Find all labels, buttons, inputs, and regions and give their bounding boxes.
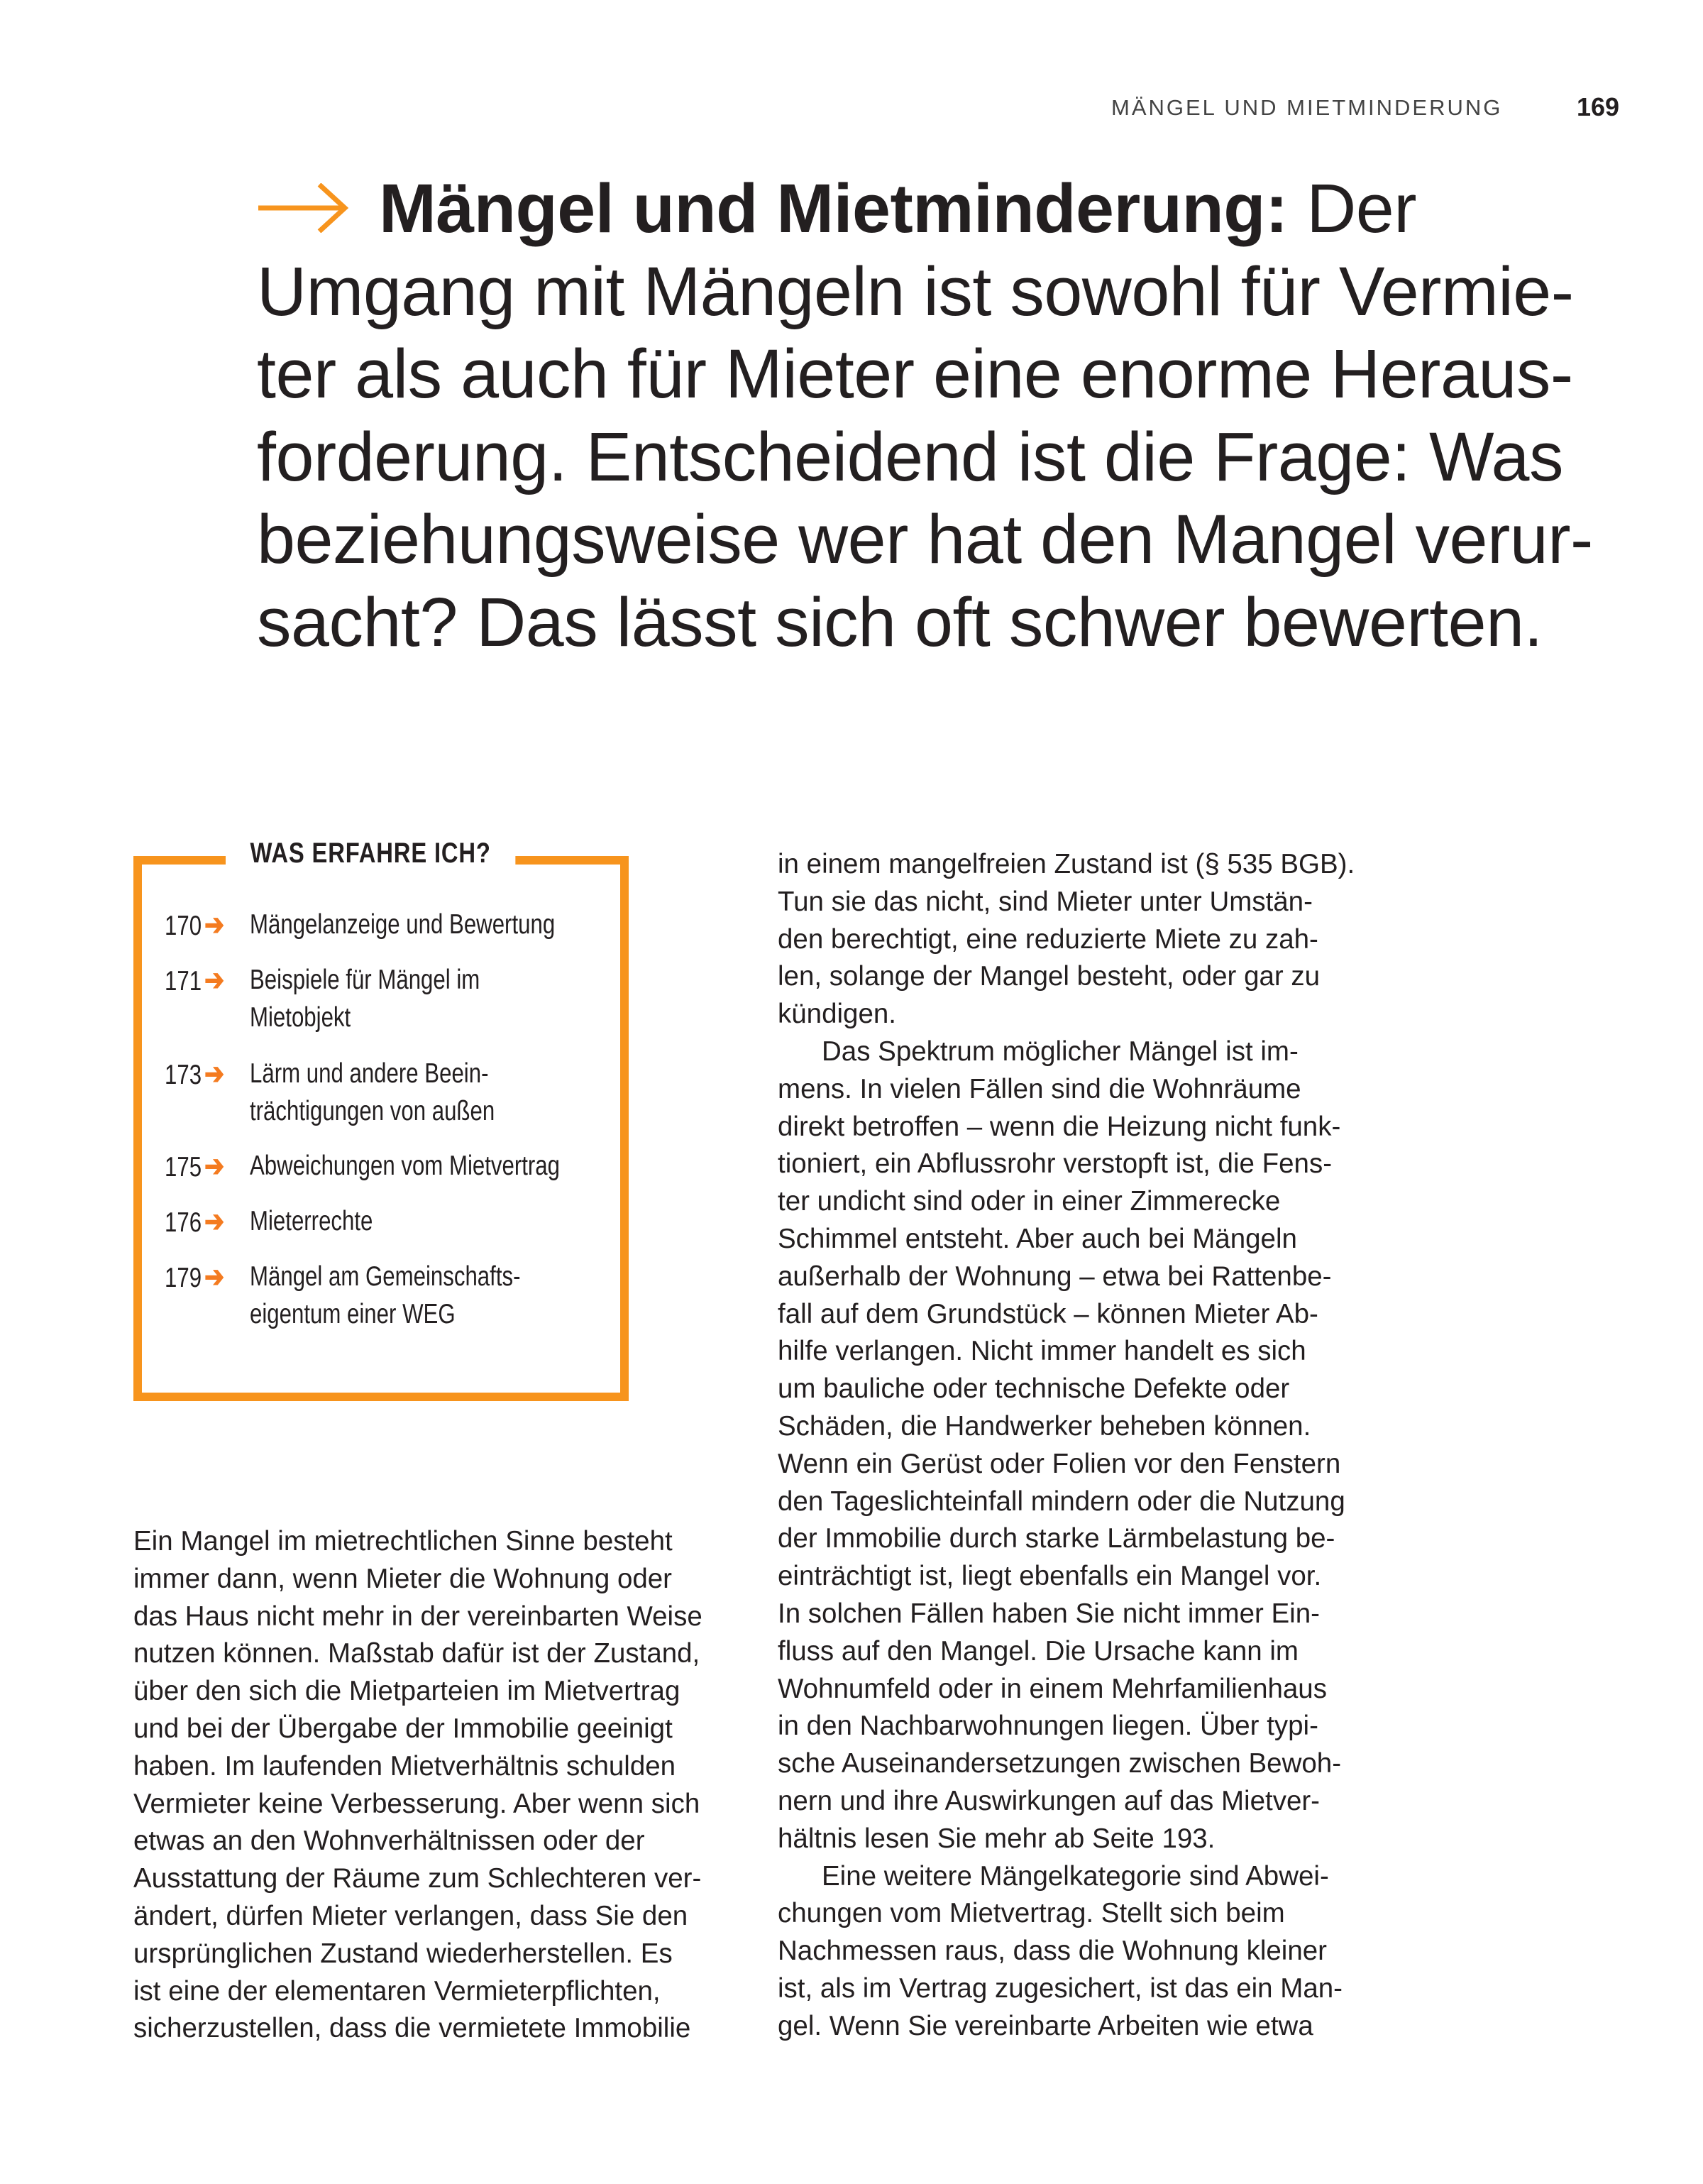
- contents-item-text: Beispiele für Mängel im: [250, 965, 480, 995]
- contents-item: [165, 1258, 562, 1329]
- text-line: nutzen können. Maßstab dafür ist der Zustand,: [133, 1638, 700, 1669]
- arrow-right-icon: ➔: [204, 1205, 225, 1238]
- text-line: ist eine der elementaren Vermieterpflichten,: [133, 1975, 661, 2007]
- text-line: In solchen Fällen haben Sie nicht immer Ein-: [778, 1598, 1320, 1629]
- arrow-right-icon: ➔: [204, 1149, 225, 1182]
- text-line: Wenn ein Gerüst oder Folien vor den Fenstern: [778, 1448, 1341, 1479]
- text-line: Wohnumfeld oder in einem Mehrfamilienhaus: [778, 1673, 1327, 1704]
- text-line: fall auf dem Grundstück – können Mieter Ab-: [778, 1298, 1318, 1329]
- contents-item-text: eigentum einer WEG: [250, 1299, 456, 1329]
- text-line: einträchtigt ist, liegt ebenfalls ein Mangel vor.: [778, 1561, 1322, 1592]
- text-line: hältnis lesen Sie mehr ab Seite 193.: [778, 1823, 1216, 1854]
- arrow-right-icon: ➔: [204, 1057, 225, 1090]
- arrow-right-icon: ➔: [204, 908, 225, 941]
- text-line: der Immobilie durch starke Lärmbelastung be-: [778, 1523, 1335, 1554]
- contents-page-number: 171: [165, 966, 202, 997]
- page-number: 169: [1577, 92, 1620, 121]
- contents-item: [165, 1055, 562, 1126]
- text-line: Schäden, die Handwerker beheben können.: [778, 1410, 1311, 1442]
- text-line: Eine weitere Mängelkategorie sind Abwei-: [822, 1860, 1329, 1892]
- text-line: Ausstattung der Räume zum Schlechteren ver-: [133, 1863, 702, 1894]
- text-line: chungen vom Mietvertrag. Stellt sich beim: [778, 1898, 1285, 1929]
- intro-line: forderung. Entscheidend ist die Frage: Was: [257, 417, 1563, 495]
- intro-line: ter als auch für Mieter eine enorme Heraus-: [257, 335, 1573, 412]
- intro-line: sacht? Das lässt sich oft schwer bewerten.: [257, 583, 1543, 661]
- running-header: MÄNGEL UND MIETMINDERUNG: [1111, 95, 1503, 120]
- text-line: immer dann, wenn Mieter die Wohnung oder: [133, 1563, 673, 1594]
- text-line: Nachmessen raus, dass die Wohnung kleiner: [778, 1936, 1327, 1967]
- contents-item-text: Mieterrechte: [250, 1206, 373, 1236]
- text-line: hilfe verlangen. Nicht immer handelt es sich: [778, 1336, 1306, 1367]
- intro-line: beziehungsweise wer hat den Mangel verur-: [257, 500, 1593, 578]
- contents-page-number: 170: [165, 911, 202, 941]
- contents-box-title: WAS ERFAHRE ICH?: [226, 838, 515, 869]
- body-column-left: [133, 1523, 702, 2048]
- text-line: etwas an den Wohnverhältnissen oder der: [133, 1826, 645, 1857]
- contents-page-number: 176: [165, 1207, 202, 1238]
- text-line: gel. Wenn Sie vereinbarte Arbeiten wie etwa: [778, 2010, 1313, 2041]
- text-line: und bei der Übergabe der Immobilie geeinigt: [133, 1713, 673, 1744]
- text-line: mens. In vielen Fällen sind die Wohnräume: [778, 1073, 1301, 1104]
- contents-page-number: 179: [165, 1263, 202, 1293]
- body-column-right: [778, 846, 1355, 2046]
- arrow-right-icon: ➔: [204, 963, 225, 997]
- text-line: ändert, dürfen Mieter verlangen, dass Sie den: [133, 1900, 688, 1931]
- text-line: nern und ihre Auswirkungen auf das Mietver-: [778, 1785, 1321, 1816]
- text-line: außerhalb der Wohnung – etwa bei Rattenbe-: [778, 1261, 1332, 1292]
- text-line: Vermieter keine Verbesserung. Aber wenn sich: [133, 1788, 700, 1819]
- arrow-right-icon: [257, 183, 349, 233]
- text-line: haben. Im laufenden Mietverhältnis schulden: [133, 1750, 676, 1782]
- text-line: in den Nachbarwohnungen liegen. Über typi-: [778, 1711, 1318, 1742]
- text-line: über den sich die Mietparteien im Mietvertrag: [133, 1676, 680, 1707]
- text-line: tioniert, ein Abflussrohr verstopft ist, die Fens-: [778, 1148, 1333, 1180]
- intro-line: Der: [1287, 170, 1417, 247]
- contents-item-text: Mängelanzeige und Bewertung: [250, 909, 556, 940]
- contents-item: [165, 1147, 562, 1186]
- contents-item-text: Abweichungen vom Mietvertrag: [250, 1151, 561, 1181]
- intro-line: Umgang mit Mängeln ist sowohl für Vermie-: [257, 252, 1574, 330]
- contents-item-text: Lärm und andere Beein-: [250, 1058, 489, 1089]
- contents-page-number: 175: [165, 1152, 202, 1182]
- text-line: kündigen.: [778, 999, 896, 1030]
- text-line: den berechtigt, eine reduzierte Miete zu zah-: [778, 923, 1318, 955]
- text-line: das Haus nicht mehr in der vereinbarten Weise: [133, 1601, 702, 1632]
- contents-item: [165, 961, 562, 1033]
- chapter-intro: [257, 168, 1641, 664]
- text-line: Das Spektrum möglicher Mängel ist im-: [822, 1036, 1299, 1067]
- contents-item-text: Mietobjekt: [250, 1002, 351, 1033]
- text-line: in einem mangelfreien Zustand ist (§ 535 BGB).: [778, 849, 1355, 879]
- contents-page-number: 173: [165, 1060, 202, 1090]
- text-line: fluss auf den Mangel. Die Ursache kann im: [778, 1635, 1299, 1667]
- text-line: sicherzustellen, dass die vermietete Immobilie: [133, 2013, 691, 2044]
- text-line: sche Auseinandersetzungen zwischen Bewoh-: [778, 1748, 1342, 1779]
- arrow-right-icon: ➔: [204, 1260, 225, 1293]
- contents-item: [165, 1202, 562, 1241]
- text-line: Schimmel entsteht. Aber auch bei Mängeln: [778, 1223, 1297, 1254]
- text-line: ist, als im Vertrag zugesichert, ist das ein Man-: [778, 1972, 1343, 2004]
- text-line: direkt betroffen – wenn die Heizung nicht funk-: [778, 1111, 1341, 1142]
- text-line: ursprünglichen Zustand wiederherstellen. Es: [133, 1938, 673, 1969]
- contents-item-text: trächtigungen von außen: [250, 1096, 495, 1126]
- contents-item-text: Mängel am Gemeinschafts-: [250, 1261, 521, 1292]
- text-line: Ein Mangel im mietrechtlichen Sinne besteht: [133, 1526, 673, 1557]
- contents-item: [165, 906, 562, 945]
- text-line: den Tageslichteinfall mindern oder die Nutzung: [778, 1486, 1345, 1517]
- text-line: ter undicht sind oder in einer Zimmerecke: [778, 1186, 1281, 1217]
- text-line: Tun sie das nicht, sind Mieter unter Umstän-: [778, 886, 1313, 917]
- text-line: len, solange der Mangel besteht, oder gar zu: [778, 961, 1321, 992]
- text-line: um bauliche oder technische Defekte oder: [778, 1373, 1290, 1405]
- chapter-title: Mängel und Mietminderung:: [379, 170, 1288, 247]
